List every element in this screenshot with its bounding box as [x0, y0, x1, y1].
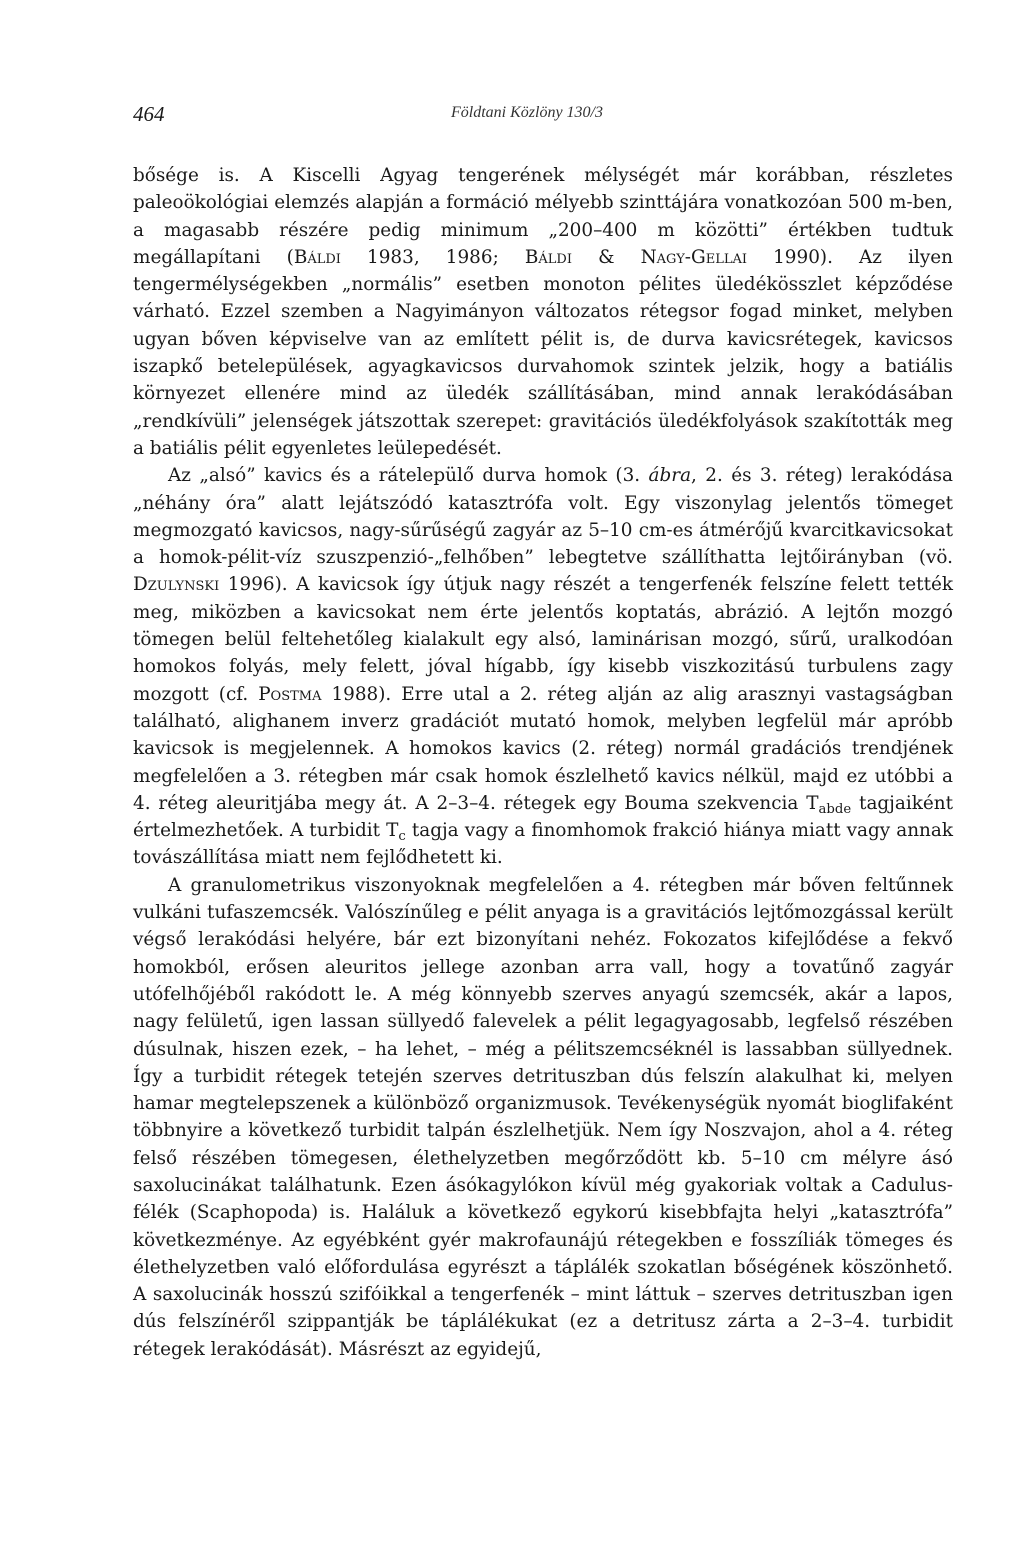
- text-run: tagja vagy a finomhomok frakció hiánya miatt vagy annak továszállítása miatt nem fejlődhetett ki.: [133, 820, 954, 869]
- subscript: c: [398, 829, 406, 845]
- paragraph: [133, 462, 953, 871]
- page-header: [133, 102, 953, 132]
- author-citation: Dzulynski: [133, 574, 220, 596]
- author-citation: Nagy-Gellai: [640, 246, 747, 268]
- text-run: , 2. és 3. réteg) lerakódása „néhány óra” alatt lejátszódó katasztrófa volt. Egy viszonylag jelentős tömeget megmozgató kavicsos, nagy-sűrűségű zagyár az 5–10 cm-es átmérőjű kvarcitkavicsokat a homok-pélit-víz szuszpenzió-„felhőben” lebegtetve szállíthatta lejtőirányban (vö.: [133, 465, 953, 569]
- paragraph: [133, 162, 953, 462]
- text-run: Az „alsó” kavics és a rátelepülő durva homok (3.: [168, 465, 649, 487]
- text-run: A granulometrikus viszonyoknak megfelelően a 4. rétegben már bőven feltűnnek vulkáni tufaszemcsék. Valószínűleg e pélit anyaga is a gravitációs lejtőmozgással került végső lerakódási helyére, bár ezt bizonyítani nehéz. Fokozatos kifejlődése a fekvő homokból, erősen aleuritos jellege azonban arra vall, hogy a tovatűnő zagyár utófelhőjéből rakódott le. A még könnyebb szerves anyagú szemcsék, akár a lapos, nagy felületű, igen lassan süllyedő falevelek a pélit legagyagosabb, legfelső részében dúsulnak, hiszen ezek, – ha lehet, – még a pélitszemcséknél is lassabban süllyednek. Így a turbidit rétegek tetején szerves detrituszban dús felszín alakulhat ki, melyen hamar megtelepszenek a különböző organizmusok. Tevékenységük nyomát bioglifaként többnyire a következő turbidit talpán észlelhetjük. Nem így Noszvajon, ahol a 4. réteg felső részében tömegesen, élethelyzetben megőrződött kb. 5–10 cm mélyre ásó saxolucinákat találhatunk. Ezen ásókagylókon kívül még gyakoriak voltak a Cadulus-félék (Scaphopoda) is. Haláluk a következő egykorú kisebbfajta helyi „katasztrófa” következménye. Az egyébként gyér makrofaunájú rétegekben e fosszíliák tömeges és élethelyzetben való előfordulása egyrészt a táplálék szokatlan bőségének köszönhető. A saxolucinák hosszú szifóikkal a tengerfenék – mint láttuk – szerves detrituszban igen dús felszínéről szippantják be táplálékukat (ez a detritusz zárta a 2–3–4. turbidit rétegek lerakódását). Másrészt az egyidejű,: [133, 874, 953, 1360]
- figure-reference: ábra: [648, 465, 692, 487]
- text-run: 1988). Erre utal a 2. réteg alján az alig arasznyi vastagságban található, alighanem inverz gradációt mutató homok, melyben legfelül már apróbb kavicsok is megjelennek. A homokos kavics (2. réteg) normál gradációs trendjének megfelelően a 3. rétegben már csak homok észlelhető kavics nélkül, majd ez utóbbi a 4. réteg aleuritjába megy át. A 2–3–4. rétegek egy Bouma szekvencia T: [133, 683, 953, 814]
- text-run: bősége is. A Kiscelli Agyag tengerének mélységét már korábban, részletes paleoökológiai elemzés alapján a formáció mélyebb szinttájára vonatkozóan 500 m-ben, a magasabb részére pedig minimum „200–400 m közötti” értékben tudtuk megállapítani (: [133, 165, 953, 268]
- journal-title: Földtani Közlöny 130/3: [451, 104, 603, 121]
- text-run: 1990). Az ilyen tengermélységekben „normális” esetben monoton pélites üledékösszlet képződése várható. Ezzel szemben a Nagyimányon változatos rétegsor fogad minket, melyben ugyan bőven képviselve van az említett pélit is, de durva kavicsrétegek, kavicsos iszapkő betelepülések, agyagkavicsos durvahomok szintek jelzik, hogy a batiális környezet ellenére mind az üledék szállításában, mind annak lerakódásában „rendkívüli” jelenségek játszottak szerepet: gravitációs üledékfolyások szakították meg a batiális pélit egyenletes leülepedését.: [133, 246, 953, 459]
- page-number: 464: [133, 102, 165, 126]
- text-run: tagjaiként értelmezhetőek. A turbidit T: [133, 792, 953, 842]
- article-body: [133, 162, 953, 1363]
- author-citation: Postma: [258, 683, 322, 705]
- text-run: &: [571, 246, 641, 268]
- text-run: 1983, 1986;: [340, 246, 525, 268]
- author-citation: Báldi: [293, 246, 341, 268]
- paragraph: [133, 872, 953, 1363]
- subscript: abde: [818, 801, 852, 817]
- author-citation: Báldi: [524, 246, 572, 268]
- text-run: 1996). A kavicsok így útjuk nagy részét a tengerfenék felszíne felett tették meg, miközben a kavicsokat nem érte jelentős koptatás, abrázió. A lejtőn mozgó tömegen belül feltehetőleg kialakult egy alsó, laminárisan mozgó, sűrű, uralkodóan homokos folyás, mely felett, jóval hígabb, így kisebb viszkozitású turbulens zagy mozgott (cf.: [133, 574, 953, 705]
